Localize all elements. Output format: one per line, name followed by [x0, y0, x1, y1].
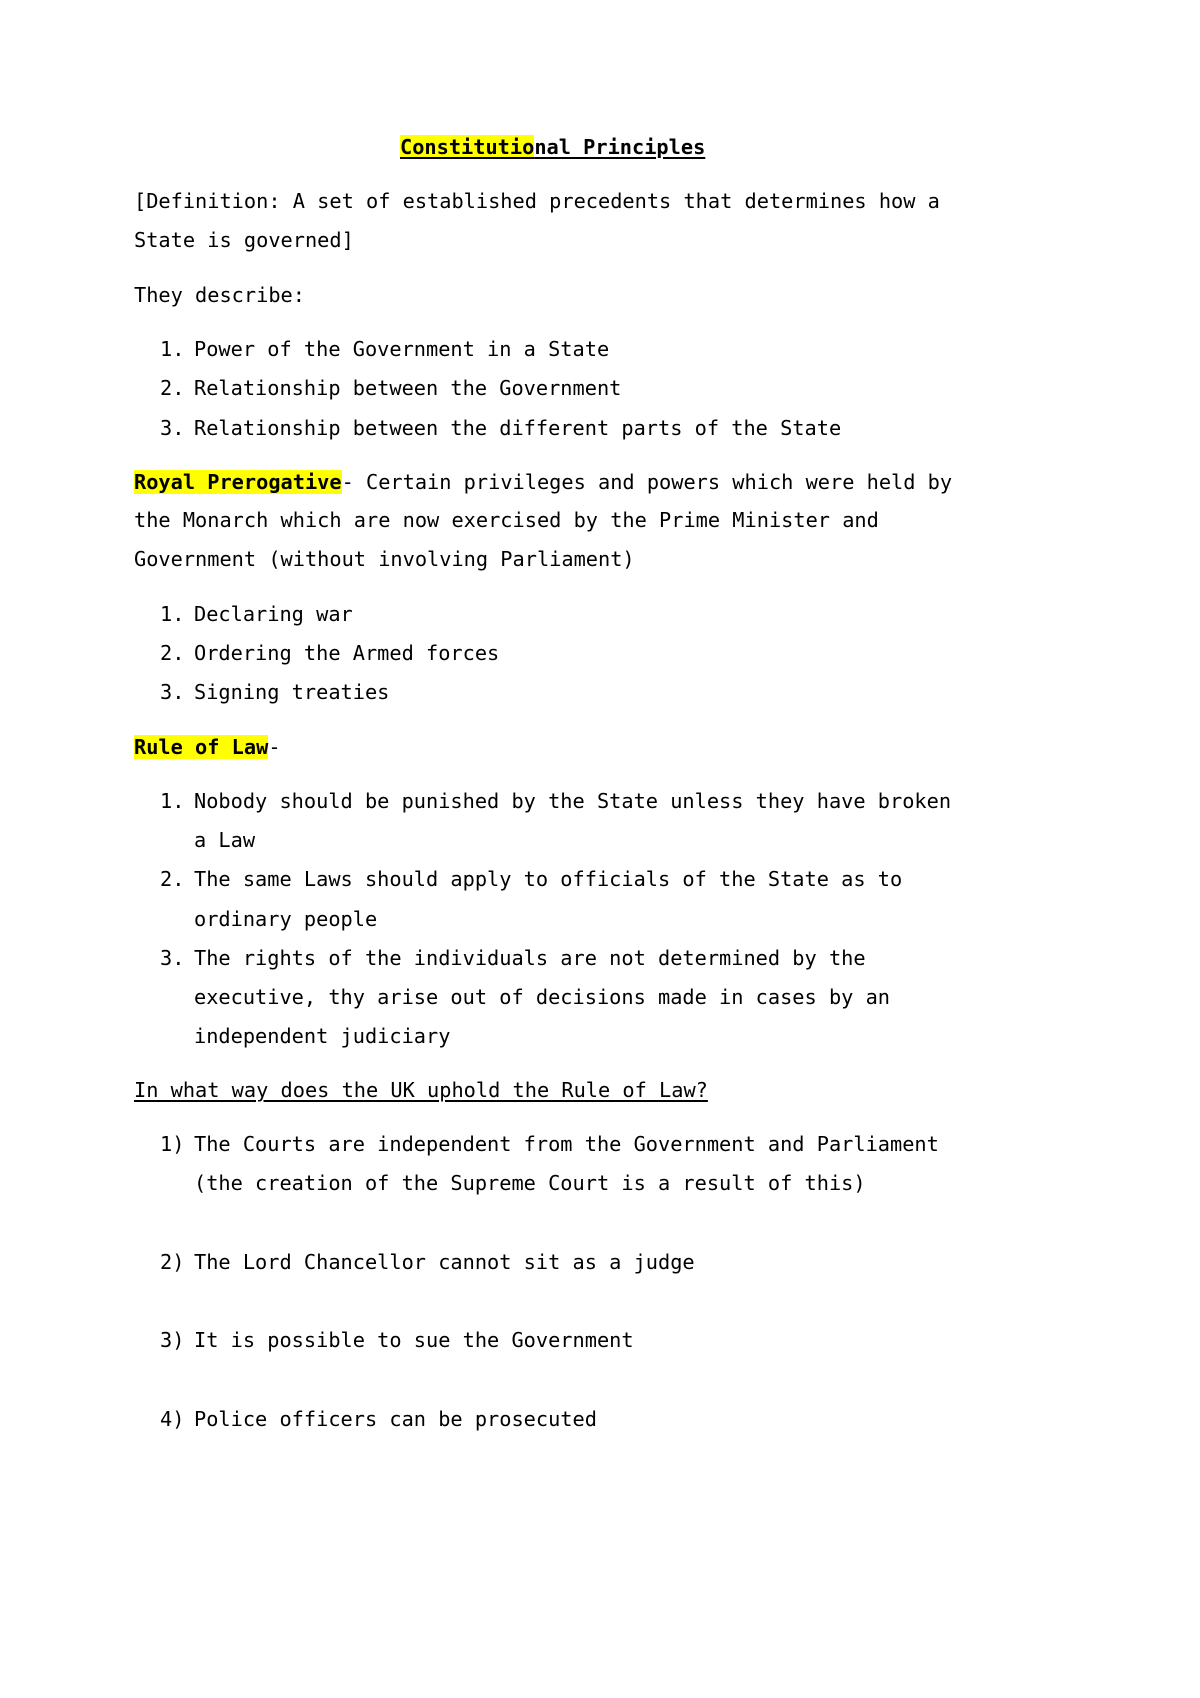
royal-prerogative-line-1	[134, 470, 952, 494]
list-item-text: The rights of the individuals are not determined by the	[194, 946, 866, 970]
list-marker: 3)	[160, 1328, 185, 1352]
they-describe-label: They describe:	[134, 283, 305, 307]
list-marker: 3.	[160, 680, 185, 704]
list-item-text-continued: a Law	[194, 828, 256, 852]
list-marker: 3.	[160, 946, 185, 970]
uk-uphold-question: In what way does the UK uphold the Rule of Law?	[134, 1078, 708, 1102]
list-marker: 1.	[160, 789, 185, 813]
list-item-text-continued: executive, thy arise out of decisions made in cases by an	[194, 985, 890, 1009]
royal-prerogative-line-2: the Monarch which are now exercised by the Prime Minister and	[134, 508, 879, 532]
list-item-text: It is possible to sue the Government	[194, 1328, 634, 1352]
list-item-text: Nobody should be punished by the State unless they have broken	[194, 789, 952, 813]
rule-of-law-term: Rule of Law	[134, 735, 269, 759]
list-marker: 1)	[160, 1132, 185, 1156]
title-highlighted-part: Constitutio	[400, 135, 535, 159]
list-item-text: Relationship between the different parts of the State	[194, 416, 842, 440]
list-item-text-continued: ordinary people	[194, 907, 378, 931]
list-item-text: The same Laws should apply to officials of the State as to	[194, 867, 903, 891]
rule-of-law-heading	[134, 735, 281, 759]
list-item-text: The Courts are independent from the Government and Parliament	[194, 1132, 939, 1156]
list-marker: 4)	[160, 1407, 185, 1431]
list-item-text-continued: independent judiciary	[194, 1024, 451, 1048]
list-item-text: Ordering the Armed forces	[194, 641, 500, 665]
list-marker: 2)	[160, 1250, 185, 1274]
list-item-text: Declaring war	[194, 602, 353, 626]
list-marker: 1.	[160, 602, 185, 626]
definition-line-1: [Definition: A set of established precedents that determines how a	[134, 189, 940, 213]
royal-prerogative-term: Royal Prerogative	[134, 470, 342, 494]
title-rest: nal Principles	[534, 135, 706, 159]
list-marker: 2.	[160, 641, 185, 665]
list-item-text: Power of the Government in a State	[194, 337, 610, 361]
royal-prerogative-definition: - Certain privileges and powers which were held by	[341, 470, 953, 494]
list-marker: 1.	[160, 337, 185, 361]
rule-of-law-suffix: -	[268, 735, 281, 759]
list-item-text: Relationship between the Government	[194, 376, 622, 400]
page-title	[400, 135, 705, 159]
list-marker: 3.	[160, 416, 185, 440]
definition-line-2: State is governed]	[134, 228, 354, 252]
list-item-text: Signing treaties	[194, 680, 390, 704]
list-item-text: The Lord Chancellor cannot sit as a judge	[194, 1250, 695, 1274]
list-item-text: Police officers can be prosecuted	[194, 1407, 597, 1431]
royal-prerogative-line-3: Government (without involving Parliament)	[134, 547, 635, 571]
list-item-text-continued: (the creation of the Supreme Court is a result of this)	[194, 1171, 866, 1195]
list-marker: 2.	[160, 376, 185, 400]
list-marker: 2.	[160, 867, 185, 891]
